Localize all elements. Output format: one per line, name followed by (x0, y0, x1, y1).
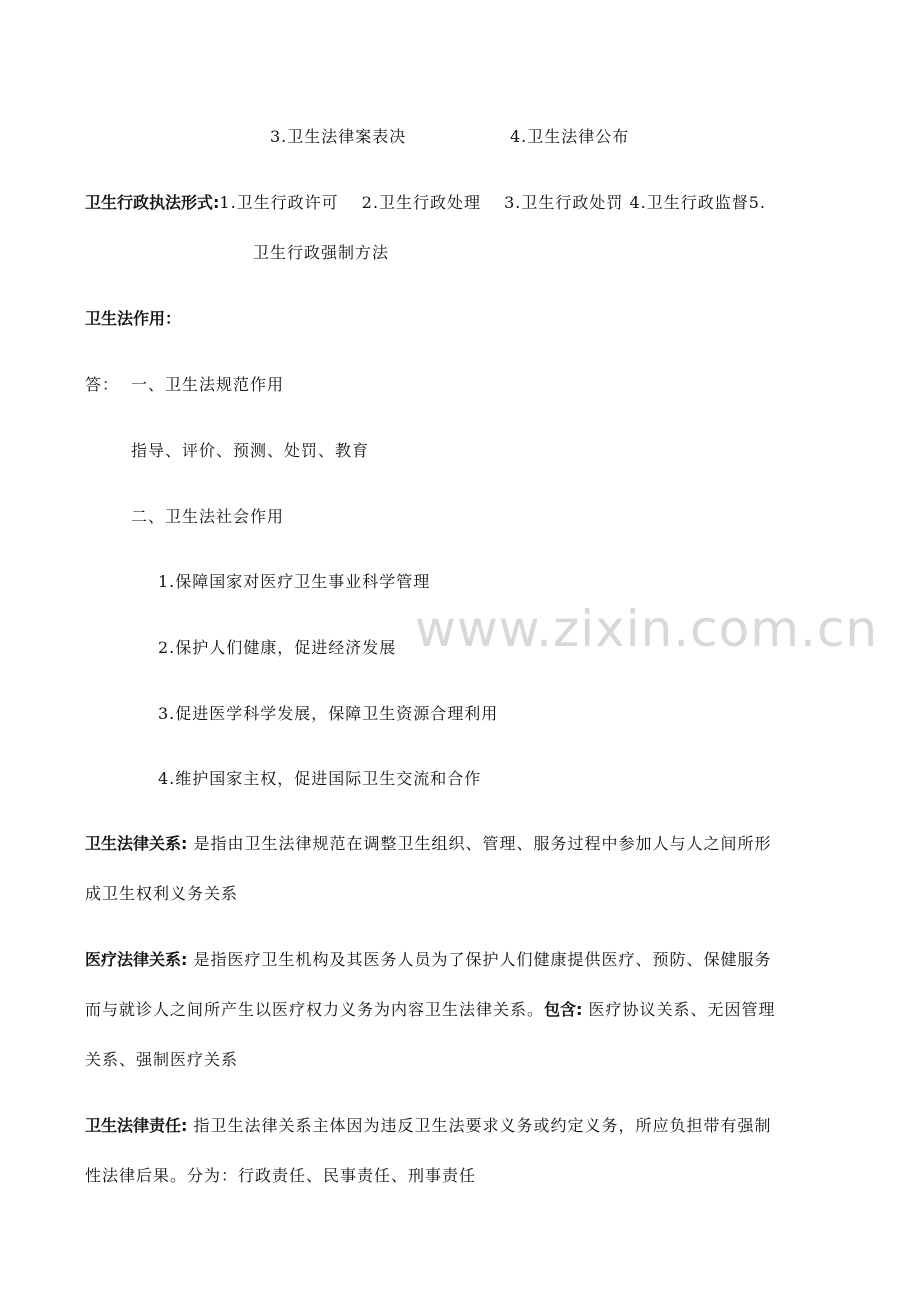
legal-liability-line (85, 1115, 772, 1137)
enforcement-forms-continued: 卫生行政强制方法 (253, 243, 390, 262)
enforcement-forms-line (85, 192, 766, 214)
normative-function-heading: 一、卫生法规范作用 (131, 375, 285, 394)
medical-relation-definition-2: 而与就诊人之间所产生以医疗权力义务为内容卫生法律关系。 (85, 1000, 545, 1019)
social-function-item-2: 2.保护人们健康，促进经济发展 (158, 638, 397, 657)
legal-relation-continued: 成卫生权利义务关系 (85, 884, 239, 903)
social-function-item-1: 1.保障国家对医疗卫生事业科学管理 (158, 572, 431, 591)
includes-list-continued: 关系、强制医疗关系 (85, 1050, 239, 1069)
legal-relation-line (85, 833, 772, 855)
legal-liability-term: 卫生法律责任: (85, 1116, 188, 1135)
medical-relation-continued (85, 999, 776, 1021)
enforcement-forms-text: 1.卫生行政许可 2.卫生行政处理 3.卫生行政处罚 4.卫生行政监督5. (219, 193, 766, 212)
legal-relation-term: 卫生法律关系: (85, 834, 188, 853)
item-law-vote: 3.卫生法律案表决 (270, 127, 407, 146)
social-function-item-3: 3.促进医学科学发展，保障卫生资源合理利用 (158, 704, 499, 723)
legal-liability-definition: 指卫生法律关系主体因为违反卫生法要求义务或约定义务，所应负担带有强制 (187, 1116, 772, 1135)
legal-relation-definition: 是指由卫生法律规范在调整卫生组织、管理、服务过程中参加人与人之间所形 (187, 834, 772, 853)
social-function-heading: 二、卫生法社会作用 (131, 507, 285, 526)
legal-liability-continued: 性法律后果。分为：行政责任、民事责任、刑事责任 (85, 1166, 477, 1185)
enforcement-forms-heading: 卫生行政执法形式: (85, 193, 220, 212)
includes-label: 包含: (544, 1000, 583, 1019)
includes-list: 医疗协议关系、无因管理 (582, 1000, 776, 1019)
medical-relation-term: 医疗法律关系: (85, 950, 188, 969)
answer-label: 答： (85, 375, 120, 394)
health-law-function-heading: 卫生法作用： (85, 309, 182, 328)
social-function-item-4: 4.维护国家主权，促进国际卫生交流和合作 (158, 769, 482, 788)
watermark-text: www.zixin.com.cn (415, 600, 879, 658)
item-law-publish: 4.卫生法律公布 (510, 127, 630, 146)
medical-relation-definition: 是指医疗卫生机构及其医务人员为了保护人们健康提供医疗、预防、保健服务 (187, 950, 772, 969)
normative-function-list: 指导、评价、预测、处罚、教育 (131, 441, 370, 460)
medical-relation-line (85, 949, 772, 971)
